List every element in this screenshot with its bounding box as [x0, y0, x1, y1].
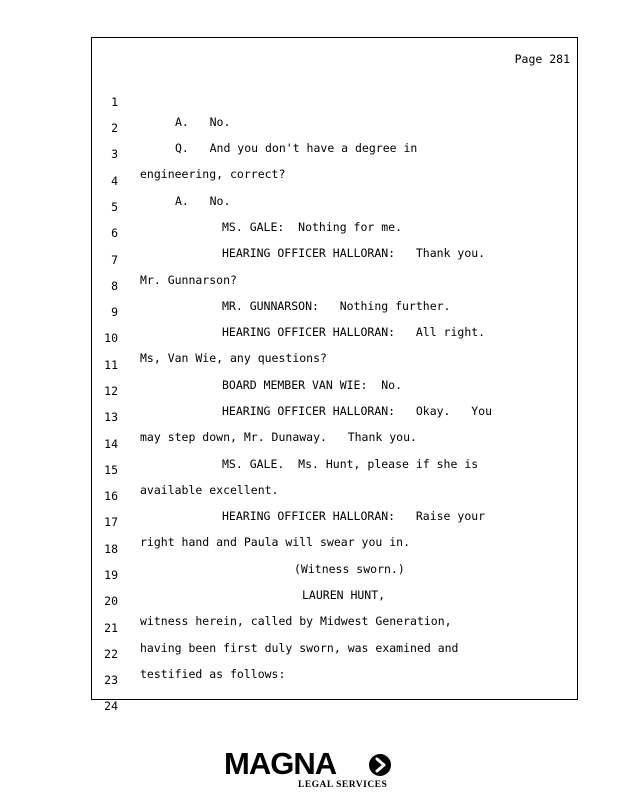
line-text: MR. GUNNARSON: Nothing further.: [222, 299, 451, 313]
magna-logo: [224, 748, 396, 792]
line-text: HEARING OFFICER HALLORAN: Thank you.: [222, 246, 486, 260]
transcript-line: [92, 256, 577, 313]
logo-wordmark: MAGNA: [224, 746, 337, 781]
line-text: A. No.: [175, 115, 231, 129]
arrow-right-icon: [369, 754, 391, 776]
line-text: having been first duly sworn, was examined and: [140, 641, 459, 655]
logo-subtitle: LEGAL SERVICES: [298, 780, 388, 790]
line-number: 6: [111, 226, 118, 240]
page-number: Page 281: [514, 52, 570, 66]
line-text: Q. And you don't have a degree in: [175, 141, 418, 155]
line-text: Mr. Gunnarson?: [140, 273, 237, 287]
line-text: HEARING OFFICER HALLORAN: Raise your: [222, 509, 486, 523]
line-number: 16: [104, 489, 118, 503]
transcript-page: [91, 37, 578, 713]
line-number: 7: [111, 253, 118, 267]
transcript-line: [92, 72, 577, 129]
line-number: 9: [111, 305, 118, 319]
line-number: 13: [104, 410, 118, 424]
line-number: 20: [104, 594, 118, 608]
line-number: 1: [111, 95, 118, 109]
line-text: LAUREN HUNT,: [302, 588, 386, 602]
line-number: 4: [111, 174, 118, 188]
line-number: 23: [104, 673, 118, 687]
line-number: 15: [104, 463, 118, 477]
line-number: 21: [104, 621, 118, 635]
line-number: 22: [104, 647, 118, 661]
line-number: 11: [104, 358, 118, 372]
line-number: 5: [111, 200, 118, 214]
line-number: 3: [111, 147, 118, 161]
line-text: MS. GALE. Ms. Hunt, please if she is: [222, 457, 479, 471]
line-number: 19: [104, 568, 118, 582]
line-number: 8: [111, 279, 118, 293]
line-text: available excellent.: [140, 483, 279, 497]
line-number: 24: [104, 699, 118, 713]
line-number: 17: [104, 515, 118, 529]
transcript-line: [92, 676, 577, 713]
line-text: testified as follows:: [140, 667, 286, 681]
line-text: A. No.: [175, 194, 231, 208]
line-text: BOARD MEMBER VAN WIE: No.: [222, 378, 403, 392]
line-text: witness herein, called by Midwest Generation,: [140, 614, 452, 628]
line-text: HEARING OFFICER HALLORAN: Okay. You: [222, 404, 493, 418]
line-text: HEARING OFFICER HALLORAN: All right.: [222, 325, 486, 339]
line-text: (Witness sworn.): [294, 562, 405, 576]
line-number: 2: [111, 121, 118, 135]
line-text: engineering, correct?: [140, 167, 286, 181]
line-number: 14: [104, 437, 118, 451]
line-text: MS. GALE: Nothing for me.: [222, 220, 403, 234]
line-text: may step down, Mr. Dunaway. Thank you.: [140, 430, 417, 444]
line-text: Ms, Van Wie, any questions?: [140, 351, 327, 365]
line-text: right hand and Paula will swear you in.: [140, 535, 411, 549]
line-number: 10: [104, 331, 118, 345]
line-number: 18: [104, 542, 118, 556]
line-number: 12: [104, 384, 118, 398]
